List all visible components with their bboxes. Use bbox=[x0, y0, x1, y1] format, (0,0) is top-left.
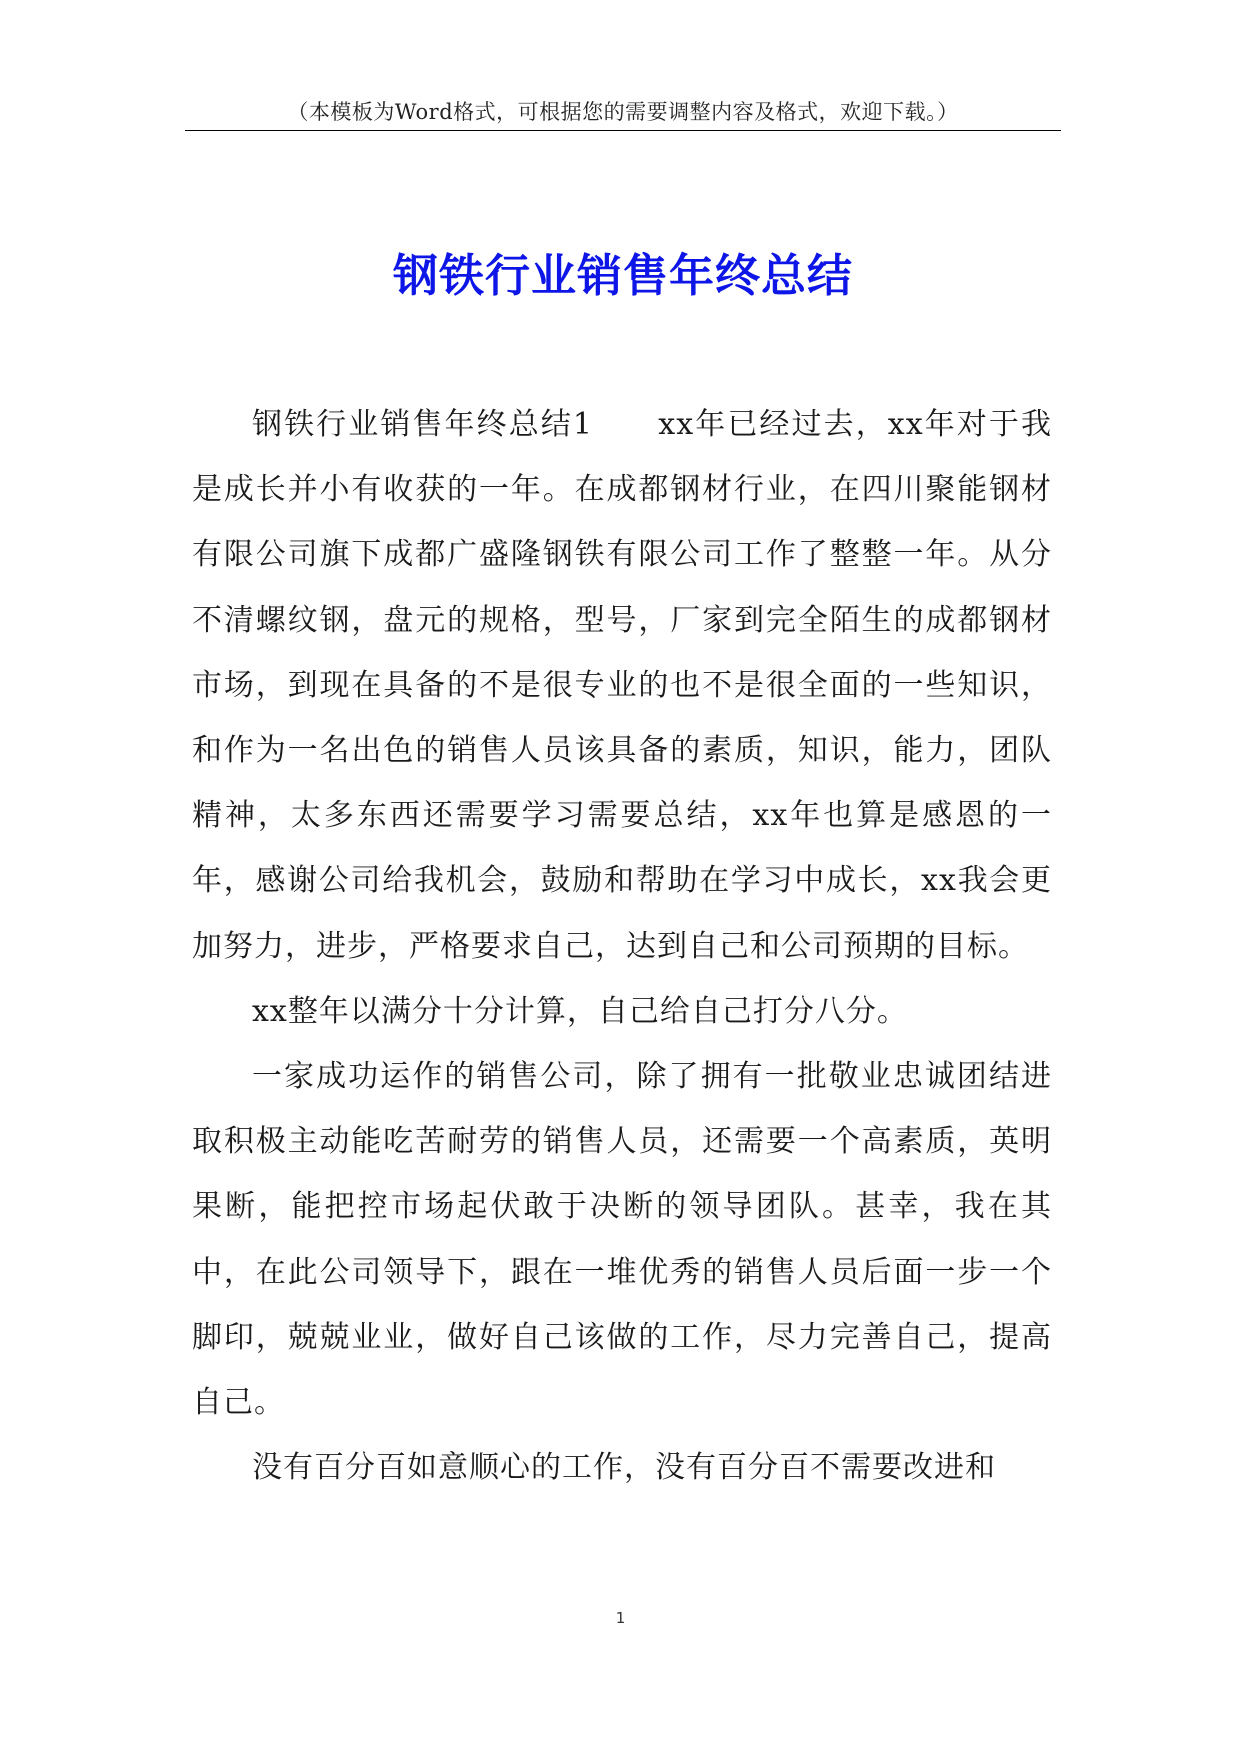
page-number: 1 bbox=[615, 1609, 626, 1627]
document-body bbox=[192, 392, 1052, 1500]
paragraph: 没有百分百如意顺心的工作，没有百分百不需要改进和 bbox=[252, 1450, 996, 1486]
template-note: （本模板为Word格式，可根据您的需要调整内容及格式，欢迎下载。） bbox=[287, 100, 959, 124]
paragraph: 一家成功运作的销售公司，除了拥有一批敬业忠诚团结进取积极主动能吃苦耐劳的销售人员，还需要一个高素质，英明果断，能把控市场起伏敢于决断的领导团队。甚幸，我在其中，在此公司领导下，跟在一堆优秀的销售人员后面一步一个脚印，兢兢业业，做好自己该做的工作，尽力完善自己，提高自己。 bbox=[192, 1059, 1052, 1421]
paragraph: 钢铁行业销售年终总结1 xx年已经过去，xx年对于我是成长并小有收获的一年。在成都钢材行业，在四川聚能钢材有限公司旗下成都广盛隆钢铁有限公司工作了整整一年。从分不清螺纹钢，盘元的规格，型号，厂家到完全陌生的成都钢材市场，到现在具备的不是很专业的也不是很全面的一些知识，和作为一名出色的销售人员该具备的素质，知识，能力，团队精神，太多东西还需要学习需要总结，xx年也算是感恩的一年，感谢公司给我机会，鼓励和帮助在学习中成长，xx我会更加努力，进步，严格要求自己，达到自己和公司预期的目标。 bbox=[192, 407, 1052, 964]
paragraph: xx整年以满分十分计算，自己给自己打分八分。 bbox=[252, 993, 908, 1029]
header-divider bbox=[185, 130, 1061, 131]
document-title: 钢铁行业销售年终总结 bbox=[392, 249, 853, 303]
